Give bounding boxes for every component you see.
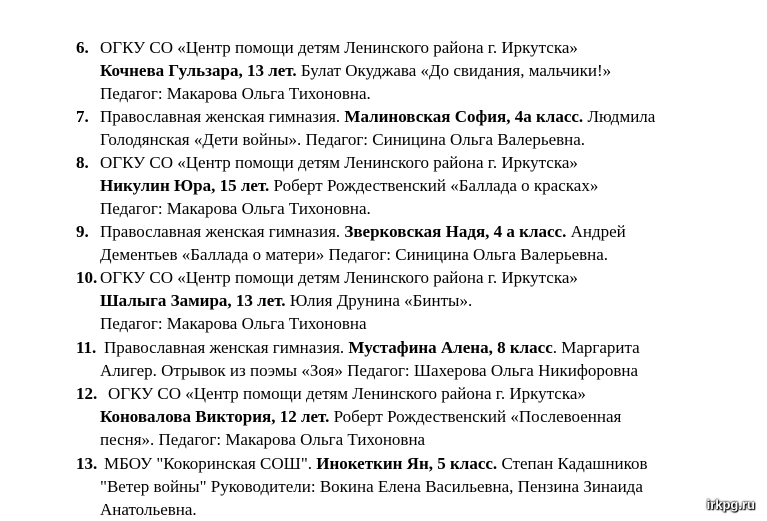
item-number: 6.: [76, 38, 89, 57]
item-text-line: ОГКУ СО «Центр помощи детям Ленинского района г. Иркутска»: [100, 38, 578, 57]
item-text-line: Кочнева Гульзара, 13 лет. Булат Окуджава «До свидания, мальчики!»: [100, 61, 612, 80]
item-text-line: Педагог: Макарова Ольга Тихоновна.: [100, 84, 371, 103]
item-number: 9.: [76, 222, 89, 241]
participant-name: Зверковская Надя, 4 а класс.: [344, 222, 567, 241]
item-text-line: Голодянская «Дети войны». Педагог: Синицина Ольга Валерьевна.: [100, 130, 586, 149]
participant-name: Мустафина Алена, 8 класс: [348, 338, 553, 357]
item-text-line: Никулин Юра, 15 лет. Роберт Рождественский «Баллада о красках»: [100, 176, 599, 195]
item-number: 12.: [76, 384, 98, 403]
item-text-line: "Ветер войны" Руководители: Вокина Елена Васильевна, Пензина Зинаида: [100, 477, 643, 496]
participant-name: Кочнева Гульзара, 13 лет.: [100, 61, 297, 80]
item-text-line: Православная женская гимназия. Малиновская София, 4а класс. Людмила: [100, 107, 656, 126]
item-text-line: Шалыга Замира, 13 лет. Юлия Друнина «Бинты».: [100, 291, 473, 310]
item-text-line: МБОУ "Кокоринская СОШ". Инокеткин Ян, 5 класс. Степан Кадашников: [104, 454, 648, 473]
participant-name: Никулин Юра, 15 лет.: [100, 176, 270, 195]
item-number: 13.: [76, 454, 98, 473]
item-text-line: Анатольевна.: [100, 500, 197, 519]
item-text-line: песня». Педагог: Макарова Ольга Тихоновна: [100, 430, 426, 449]
item-text-line: ОГКУ СО «Центр помощи детям Ленинского района г. Иркутска»: [108, 384, 586, 403]
item-text-line: Православная женская гимназия. Зверковская Надя, 4 а класс. Андрей: [100, 222, 626, 241]
item-number: 8.: [76, 153, 89, 172]
participant-name: Шалыга Замира, 13 лет.: [100, 291, 286, 310]
item-number: 10.: [76, 268, 98, 287]
participant-name: Коновалова Виктория, 12 лет.: [100, 407, 330, 426]
item-text-line: Алигер. Отрывок из поэмы «Зоя» Педагог: Шахерова Ольга Никифоровна: [100, 361, 639, 380]
item-text-line: ОГКУ СО «Центр помощи детям Ленинского района г. Иркутска»: [100, 268, 578, 287]
item-text-line: Педагог: Макарова Ольга Тихоновна.: [100, 199, 371, 218]
item-text-line: Педагог: Макарова Ольга Тихоновна: [100, 314, 367, 333]
participant-name: Инокеткин Ян, 5 класс.: [316, 454, 498, 473]
watermark: irkpg.ru: [706, 497, 755, 512]
item-text-line: Коновалова Виктория, 12 лет. Роберт Рождественский «Послевоенная: [100, 407, 622, 426]
item-text-line: Православная женская гимназия. Мустафина Алена, 8 класс. Маргарита: [104, 338, 640, 357]
item-text-line: Дементьев «Баллада о матери» Педагог: Синицина Ольга Валерьевна.: [100, 245, 609, 264]
item-number: 11.: [76, 338, 97, 357]
item-text-line: ОГКУ СО «Центр помощи детям Ленинского района г. Иркутска»: [100, 153, 578, 172]
item-number: 7.: [76, 107, 89, 126]
participant-name: Малиновская София, 4а класс.: [344, 107, 584, 126]
